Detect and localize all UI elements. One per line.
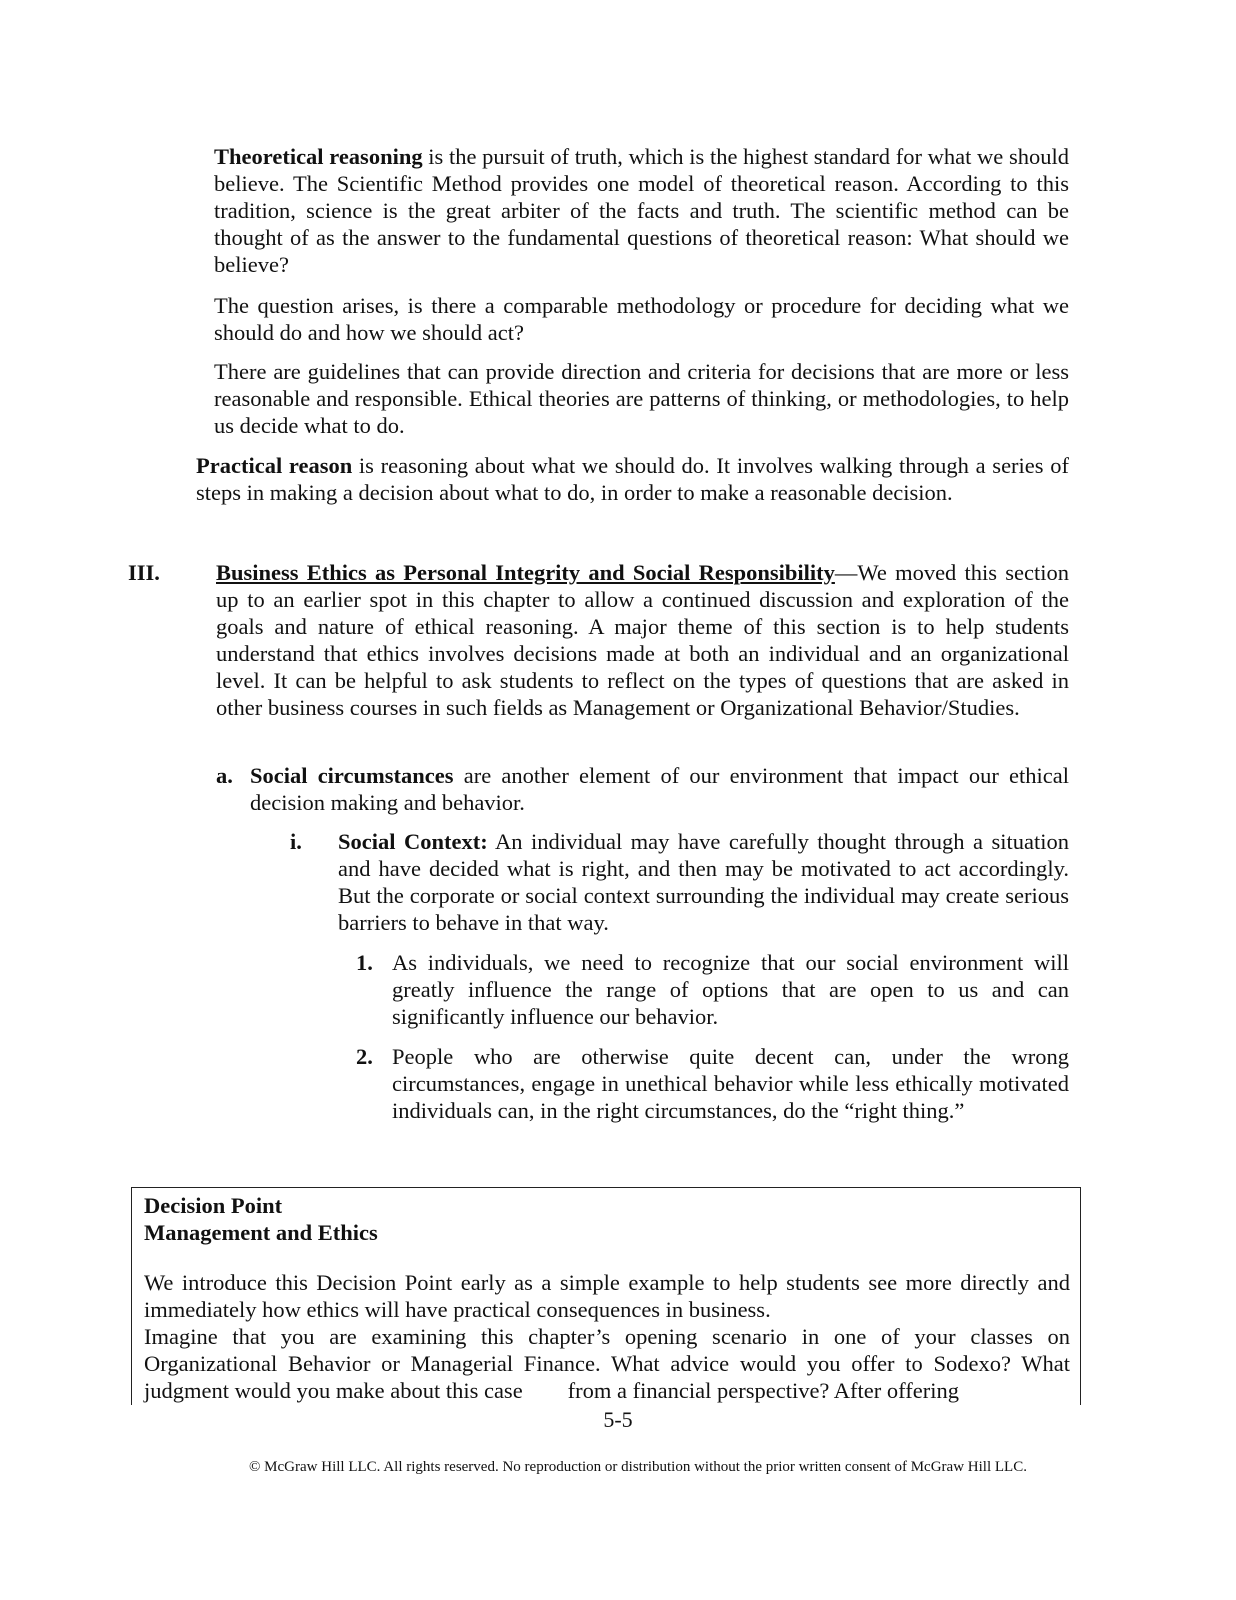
section-iii-text: —We moved this section up to an earlier spot in this chapter to allow a continued discussion and exploration of the goals and nature of ethical reasoning. A major theme of this section is to help students understand that ethics involves decisions made at both an individual and an organizational level. It can be helpful to ask students to reflect on the types of questions that are asked in other business courses in such fields as Management or Organizational Behavior/Studies. — [216, 560, 1069, 720]
theoretical-reasoning-paragraph — [214, 143, 1069, 278]
item-2-marker: 2. — [356, 1044, 373, 1069]
item-i-text: An individual may have carefully thought through a situation and have decided what is right, and then may be motivated to act accordingly. But the corporate or social context surrounding the individual may create serious barriers to behave in that way. — [338, 829, 1069, 935]
guidelines-paragraph: There are guidelines that can provide direction and criteria for decisions that are more or less reasonable and responsible. Ethical theories are patterns of thinking, or methodologies, to help us decide what to do. — [214, 359, 1069, 438]
item-1-paragraph: As individuals, we need to recognize that our social environment will greatly influence the range of options that are open to us and can significantly influence our behavior. — [392, 950, 1069, 1029]
section-iii-paragraph — [216, 559, 1069, 721]
item-a-text: are another element of our environment that impact our ethical decision making and behavior. — [250, 763, 1069, 815]
decision-point-title: Decision Point — [144, 1193, 283, 1218]
decision-point-box — [131, 1187, 1081, 1405]
item-1-marker: 1. — [356, 950, 373, 975]
section-iii-title: Business Ethics as Personal Integrity and Social Responsibility — [216, 560, 835, 585]
decision-point-question: Imagine that you are examining this chapter’s opening scenario in one of your classes on Organizational Behavior or Managerial Finance. What advice would you offer to Sodexo? What judgment would you make about this case from a financial perspective? After offering — [144, 1324, 1076, 1403]
practical-reason-paragraph — [196, 452, 1069, 506]
copyright-footer: © McGraw Hill LLC. All rights reserved. No reproduction or distribution without the prior written consent of McGraw Hill LLC. — [249, 1459, 1027, 1475]
page-number: 5-5 — [603, 1407, 633, 1432]
section-iii-marker: III. — [128, 560, 160, 585]
item-i-marker: i. — [290, 829, 302, 854]
methodology-question-paragraph: The question arises, is there a comparable methodology or procedure for deciding what we should do and how we should act? — [214, 293, 1069, 345]
theoretical-reasoning-text: is the pursuit of truth, which is the highest standard for what we should believe. The Scientific Method provides one model of theoretical reason. According to this tradition, science is the great arbiter of the facts and truth. The scientific method can be thought of as the answer to the fundamental questions of theoretical reason: What should we believe? — [214, 144, 1069, 277]
theoretical-reasoning-term: Theoretical reasoning — [214, 144, 423, 169]
social-context-term: Social Context: — [338, 829, 488, 854]
practical-reason-text: is reasoning about what we should do. It involves walking through a series of steps in making a decision about what to do, in order to make a reasonable decision. — [196, 453, 1069, 505]
social-circumstances-term: Social circumstances — [250, 763, 454, 788]
item-i-paragraph — [338, 828, 1069, 936]
item-a-marker: a. — [216, 763, 233, 788]
decision-point-subtitle: Management and Ethics — [144, 1220, 378, 1245]
decision-point-intro: We introduce this Decision Point early as a simple example to help students see more directly and immediately how ethics will have practical consequences in business. — [144, 1270, 1070, 1322]
item-a-paragraph — [250, 762, 1069, 816]
item-2-paragraph: People who are otherwise quite decent can, under the wrong circumstances, engage in unethical behavior while less ethically motivated individuals can, in the right circumstances, do the “right thing.” — [392, 1044, 1069, 1123]
practical-reason-term: Practical reason — [196, 453, 353, 478]
